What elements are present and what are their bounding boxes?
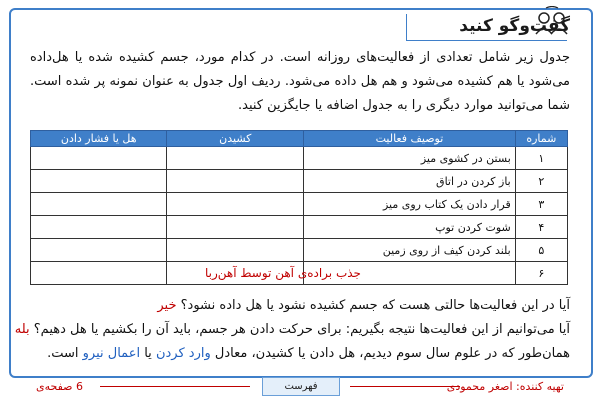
row-push-cell [31, 193, 167, 216]
table-row [31, 193, 568, 216]
question-1 [157, 298, 570, 313]
people-talking-icon [532, 6, 572, 36]
answer-1: خیر [157, 298, 177, 313]
row-description: بستن در کشوی میز [304, 147, 516, 170]
row-pull-cell [167, 147, 304, 170]
question-3 [47, 346, 570, 361]
page-count: 6 صفحه‌ی [36, 380, 84, 393]
row-number: ۲ [515, 170, 567, 193]
row-number: ۵ [515, 239, 567, 262]
activities-table [30, 130, 568, 285]
header-push: هل یا فشار دادن [31, 131, 167, 147]
footer-divider-right [350, 386, 460, 387]
table-note: جذب براده‌ی آهن توسط آهن‌ربا [205, 266, 361, 280]
row-pull-cell [167, 170, 304, 193]
table-row [31, 239, 568, 262]
question-3-highlight-1: وارد کردن [155, 346, 211, 361]
question-3-part1: همان‌طور که در علوم سال سوم دیدیم، هل دادن یا کشیدن، معادل [214, 346, 570, 361]
row-number: ۴ [515, 216, 567, 239]
header-description: توصیف فعالیت [304, 131, 516, 147]
row-pull-cell [167, 216, 304, 239]
question-3-end: است. [47, 346, 79, 361]
question-3-highlight-2: اعمال نیرو [82, 346, 141, 361]
question-3-part2: یا [144, 346, 152, 361]
row-description: باز کردن در اتاق [304, 170, 516, 193]
row-push-cell [31, 147, 167, 170]
row-description: شوت کردن توپ [304, 216, 516, 239]
row-number: ۱ [515, 147, 567, 170]
row-push-cell [31, 262, 167, 285]
row-push-cell [31, 216, 167, 239]
answer-2: بله [14, 322, 30, 337]
index-button[interactable]: فهرست [262, 377, 340, 396]
question-1-text: آیا در این فعالیت‌ها حالتی هست که جسم کشیده نشود یا هل داده نشود؟ [180, 298, 570, 313]
table-row [31, 147, 568, 170]
question-2-text: آیا می‌توانیم از این فعالیت‌ها نتیجه بگیریم: برای حرکت دادن هر جسم، باید آن را بکشیم یا هل دهیم؟ [33, 322, 570, 337]
table-header-row [31, 131, 568, 147]
row-pull-cell [167, 193, 304, 216]
header-pull: کشیدن [167, 131, 304, 147]
header-number: شماره [515, 131, 567, 147]
row-description: بلند کردن کیف از روی زمین [304, 239, 516, 262]
row-number: ۳ [515, 193, 567, 216]
row-push-cell [31, 170, 167, 193]
row-description: قرار دادن یک کتاب روی میز [304, 193, 516, 216]
intro-paragraph: جدول زیر شامل تعدادی از فعالیت‌های روزانه است. در کدام مورد، جسم کشیده شده یا هل‌داده می‌شود یا هم کشیده می‌شود و هم هل داده می‌شود. ردیف اول جدول به عنوان نمونه پر شده است. شما می‌توانید موارد دیگری را به جدول اضافه یا جایگزین کنید. [30, 50, 570, 113]
footer-divider-left [100, 386, 250, 387]
table-row [31, 216, 568, 239]
row-pull-cell [167, 239, 304, 262]
row-number: ۶ [515, 262, 567, 285]
question-2 [15, 322, 570, 337]
page-title: گفت‌وگو کنید [459, 16, 570, 36]
author-credit: تهیه کننده: اصغر محمودی [446, 380, 564, 393]
row-push-cell [31, 239, 167, 262]
table-row [31, 170, 568, 193]
